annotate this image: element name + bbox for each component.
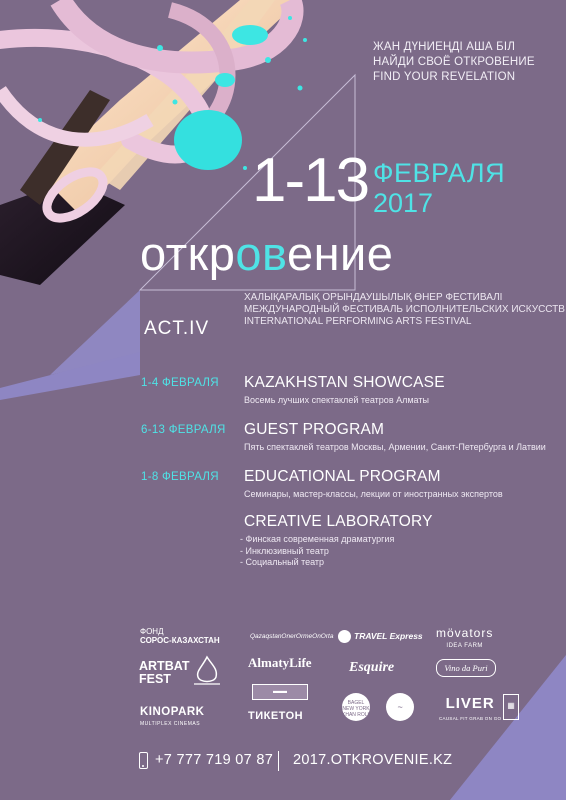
soros-line-2: СОРОС-КАЗАХСТАН [140,636,220,645]
kinopark-sub: MULTIPLEX CINEMAS [140,721,201,727]
subtitle-kz: ХАЛЫҚАРАЛЫҚ ОРЫНДАУШЫЛЫҚ ӨНЕР ФЕСТИВАЛІ [244,292,503,303]
lab-item: - Социальный театр [240,557,325,567]
cyan-splash [174,110,242,170]
bagel-logo [342,693,370,721]
phone-number[interactable]: +7 777 719 07 87 [155,752,274,768]
act-label: ACT.IV [144,318,210,339]
travel-icon [338,630,351,643]
program-dates-3: 1-8 ФЕВРАЛЯ [141,471,219,483]
soros-logo [140,627,220,645]
soros-line-1: ФОНД [140,627,164,636]
subtitle-ru: МЕЖДУНАРОДНЫЙ ФЕСТИВАЛЬ ИСПОЛНИТЕЛЬСКИХ ИСКУССТВ [244,304,565,315]
movators-text: mövators [436,626,494,640]
travel-express-logo [338,630,423,643]
slogan-kz: ЖАН ДҮНИЕҢДІ АША БІЛ [373,41,516,53]
bagel-line-2: NEW YORK [342,706,370,712]
phone-icon [139,752,148,769]
movators-sub: IDEA FARM [446,643,483,649]
logo-part-2: ов [235,227,287,280]
subtitle-en: INTERNATIONAL PERFORMING ARTS FESTIVAL [244,316,472,327]
program-desc-3: Семинары, мастер-классы, лекции от иностранных экспертов [244,489,503,499]
cyan-blob-3 [215,73,235,87]
kinopark-text: KINOPARK [140,706,205,718]
esquire-logo: Esquire [349,660,395,675]
lab-item: - Инклюзивный театр [240,545,329,556]
festival-logo [140,226,393,282]
round-logo [386,693,414,721]
slogan-en: FIND YOUR REVELATION [373,71,516,83]
date-range: 1-13 [252,146,369,215]
festival-subtitle [244,292,565,328]
logo-part-1: откр [140,227,236,280]
footer-divider [278,751,279,771]
movators-logo [436,627,493,653]
bagel-line-1: BAGEL [347,700,365,706]
radio-logo [252,684,308,700]
lab-item: - Финская современная драматургия [240,534,395,544]
program-title-1: KAZAKHSTAN SHOWCASE [244,374,445,391]
logo-part-3: ение [286,227,394,280]
box-logo [503,694,519,720]
program-title-4: CREATIVE LABORATORY [244,513,433,530]
liver-logo [439,696,501,726]
program-desc-1: Восемь лучших спектаклей театров Алматы [244,395,429,405]
artbat-line-2: FEST [139,672,171,686]
website-link[interactable]: 2017.OTKROVENIE.KZ [293,752,453,768]
artbat-logo [139,660,189,686]
liver-text: LIVER [445,695,495,712]
date-month: ФЕВРАЛЯ [373,158,506,188]
kazakh-culture-logo: QazaqstanOnerOrmeOnOrta [250,633,334,640]
cyan-blob-2 [232,25,268,45]
vino-logo: Vino da Puri [436,659,496,677]
liver-sub: CAUSAL FIT GRAB ON GO [439,716,502,721]
round-logo-icon: ~ [397,702,403,712]
travel-text: TRAVEL Express [354,630,423,641]
slogan [373,40,535,85]
almatylife-logo: AlmatyLife [248,655,312,670]
artbat-line-1: ARTBAT [139,659,190,673]
bagel-line-3: KHAN ROLL [342,712,371,718]
program-dates-2: 6-13 ФЕВРАЛЯ [141,424,226,436]
program-title-2: GUEST PROGRAM [244,421,385,438]
box-logo-icon: ▦ [507,701,515,710]
radio-icon: ▬▬ [273,688,287,695]
program-title-3: EDUCATIONAL PROGRAM [244,468,441,485]
festival-fire-icon [188,655,226,687]
program-dates-1: 1-4 ФЕВРАЛЯ [141,377,219,389]
slogan-ru: НАЙДИ СВОЁ ОТКРОВЕНИЕ [373,56,535,68]
kinopark-logo [140,706,204,730]
lab-list [240,534,394,569]
ticketon-logo: ТИКЕТОН [248,710,304,722]
date-year: 2017 [373,188,434,218]
program-desc-2: Пять спектаклей театров Москвы, Армении, Санкт-Петербурга и Латвии [244,442,546,452]
